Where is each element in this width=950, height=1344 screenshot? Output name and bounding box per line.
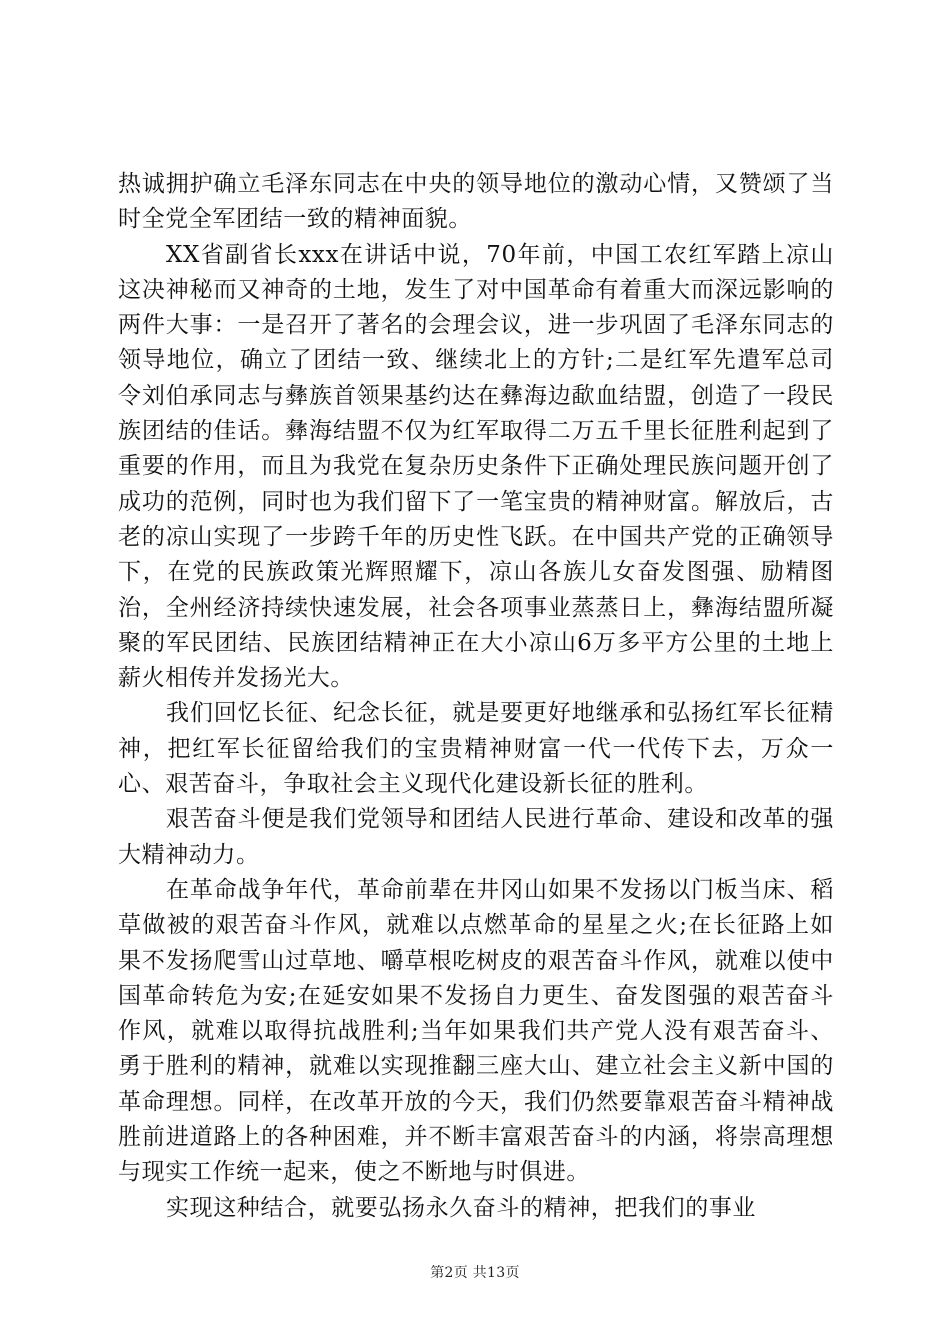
paragraph-4: 艰苦奋斗便是我们党领导和团结人民进行革命、建设和改革的强大精神动力。 — [118, 806, 834, 868]
paragraph-5: 在革命战争年代，革命前辈在井冈山如果不发扬以门板当床、稻草做被的艰苦奋斗作风，就难以点燃革命的星星之火;在长征路上如果不发扬爬雪山过草地、嚼草根吃树皮的艰苦奋斗作风，就难以使中国革命转危为安;在延安如果不发扬自力更生、奋发图强的艰苦奋斗作风，就难以取得抗战胜利;当年如果我们共产党人没有艰苦奋斗、勇于胜利的精神，就难以实现推翻三座大山、建立社会主义新中国的革命理想。同样，在改革开放的今天，我们仍然要靠艰苦奋斗精神战胜前进道路上的各种困难，并不断丰富艰苦奋斗的内涵，将崇高理想与现实工作统一起来，使之不断地与时俱进。 — [118, 876, 834, 1186]
paragraph-3: 我们回忆长征、纪念长征，就是要更好地继承和弘扬红军长征精神，把红军长征留给我们的宝贵精神财富一代一代传下去，万众一心、艰苦奋斗，争取社会主义现代化建设新长征的胜利。 — [118, 700, 834, 798]
document-body — [118, 167, 834, 1226]
paragraph-1: 热诚拥护确立毛泽东同志在中央的领导地位的激动心情，又赞颂了当时全党全军团结一致的精神面貌。 — [118, 171, 834, 233]
page-number-footer: 第2页 共13页 — [430, 1265, 520, 1281]
paragraph-6: 实现这种结合，就要弘扬永久奋斗的精神，把我们的事业 — [166, 1194, 756, 1221]
paragraph-2: XX省副省长xxx在讲话中说，70年前，中国工农红军踏上凉山这决神秘而又神奇的土地，发生了对中国革命有着重大而深远影响的两件大事：一是召开了著名的会理会议，进一步巩固了毛泽东同志的领导地位，确立了团结一致、继续北上的方针;二是红军先遣军总司令刘伯承同志与彝族首领果基约达在彝海边歃血结盟，创造了一段民族团结的佳话。彝海结盟不仅为红军取得二万五千里长征胜利起到了重要的作用，而且为我党在复杂历史条件下正确处理民族问题开创了成功的范例，同时也为我们留下了一笔宝贵的精神财富。解放后，古老的凉山实现了一步跨千年的历史性飞跃。在中国共产党的正确领导下，在党的民族政策光辉照耀下，凉山各族儿女奋发图强、励精图治，全州经济持续快速发展，社会各项事业蒸蒸日上，彝海结盟所凝聚的军民团结、民族团结精神正在大小凉山6万多平方公里的土地上薪火相传并发扬光大。 — [118, 241, 834, 692]
